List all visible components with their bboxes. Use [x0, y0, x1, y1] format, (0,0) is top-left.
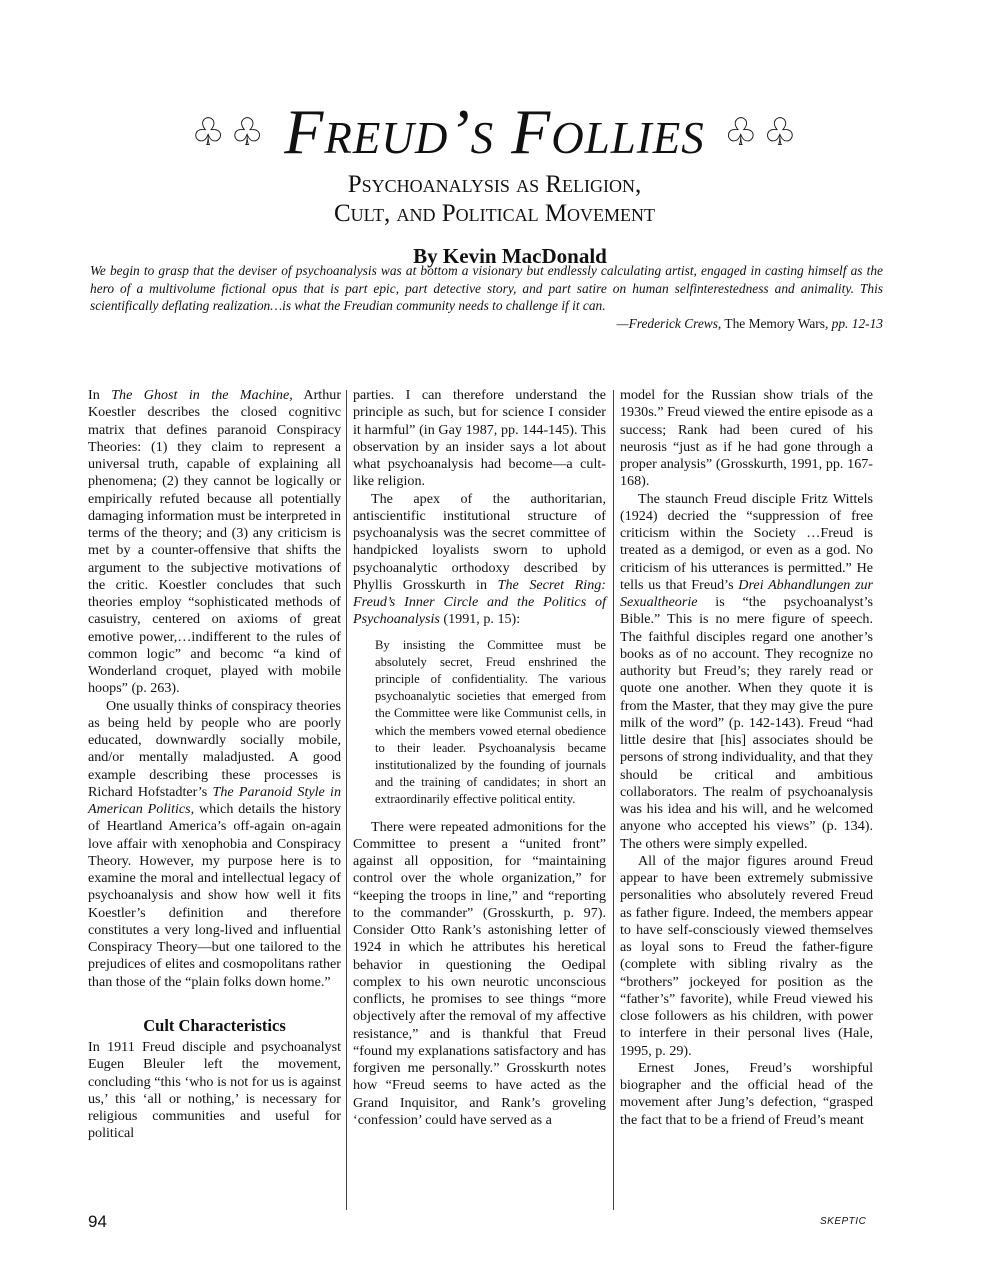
column-divider: [346, 390, 347, 1210]
clover-ornament-icon: ♧: [762, 112, 798, 154]
paragraph: [353, 819, 606, 1130]
clover-ornament-icon: ♧: [191, 112, 227, 154]
italic-title-text: The Paranoid Style in American Politics: [88, 783, 341, 817]
attribution-pages: , pp. 12-13: [824, 315, 883, 331]
paragraph: [353, 491, 606, 629]
body-text: Ernest Jones, Freud’s worshipful biographer and the official head of the movement after Jung’s defection, “grasped the fact that to be a friend of Freud’s meant: [620, 1059, 873, 1128]
article-subtitle: [0, 170, 989, 228]
column-divider: [613, 390, 614, 1210]
paragraph: [88, 387, 341, 698]
paragraph: [88, 1039, 341, 1143]
magazine-name: SKEPTIC: [820, 1216, 867, 1227]
body-text: Cult Characteristics: [143, 1015, 286, 1035]
epigraph: [90, 262, 883, 332]
body-text: The apex of the authoritarian, antiscientific institutional structure of psychoanalysis was the secret committee of handpicked loyalists sworn to uphold psychoanalytic orthodoxy described by Phyllis Grosskurth in: [353, 490, 606, 593]
paragraph: [620, 1060, 873, 1129]
body-text: , Arthur Koestler describes the closed cognitivc matrix that defines paranoid Conspiracy Theories: (1) they claim to represent a universal truth, capable of explaining all phenomena; (2) they cannot be logically or empirically refuted because all potentially damaging information must be interpreted in terms of the theory; and (3) any criticism is met by a counter-offensive that shifts the argument to the subjective motivations of the critic. Koestler concludes that such theories employ “sophisticated methods of casuistry, centered on axioms of great emotive power,…indifferent to the rules of common logic” and becomc “a kind of Wonderland croquet, played with mobile hoops” (p. 263).: [88, 387, 342, 697]
page-number: 94: [88, 1212, 107, 1231]
title-text: Freud’s Follies: [284, 96, 705, 167]
body-text: There were repeated admonitions for the Committee to present a “united front” against all opposition, for “maintaining control over the whole organization,” for “keeping the troops in line,” and “reporting to the commander” (Grosskurth, p. 97). Consider Otto Rank’s astonishing letter of 1924 in which he attributes his heretical behavior in questioning the Oedipal complex to his own neurotic unconscious conflicts, he promises to see things “more objectively after the removal of my affective resistance,” and is thankful that Freud “found my explanations satisfactory and has forgiven me personally.” Grosskurth notes how “Freud seems to have acted as the Grand Inquisitor, and Rank’s groveling ‘confession’ could have served as a: [353, 818, 606, 1128]
paragraph: [88, 698, 341, 991]
text-column-3: [620, 387, 873, 1129]
body-text: In: [88, 387, 112, 403]
body-text: , which details the history of Heartland America’s off-again on-again love affair with xenophobia and Conspiracy Theory. However, my purpose here is to examine the moral and intellectual legacy of psychoanalysis and show how well it fits Koestler’s definition and therefore constitutes a very long-lived and influential Conspiracy Theory—but one tailored to the prejudices of elites and cosmopolitans rather than those of the “plain folks down home.”: [88, 801, 341, 990]
epigraph-text: We begin to grasp that the deviser of psychoanalysis was at bottom a visionary but endlessly calculating artist, engaged in casting himself as the hero of a multivolume fictional opus that is part epic, part detective story, and part satire on human selfinterestedness and animality. This scientifically deflating realization…is what the Freudian community needs to challenge if it can.: [90, 263, 883, 313]
subtitle-line: Cult, and Political Movement: [333, 200, 656, 227]
body-text: parties. I can therefore understand the principle as such, but for science I consider it harmful” (in Gay 1987, pp. 144-145). This observation by an insider says a lot about what psychoanalysis had become—a cult-like religion.: [353, 387, 606, 490]
attribution-work: The Memory Wars: [721, 315, 825, 331]
epigraph-attribution: [90, 315, 883, 333]
body-text: By insisting the Committee must be absolutely secret, Freud enshrined the principle of confidentiality. The various psychoanalytic societies that emerged from the Committee were like Communist cells, in which the members vowed eternal obedience to their leader. Psychoanalysis became institutionalized by the founding of journals and the training of candidates; in short an extraordinarily effective political entity.: [375, 637, 606, 807]
clover-ornament-icon: ♧: [230, 112, 266, 154]
body-text: is “the psychoanalyst’s Bible.” This is no mere figure of speech. The faithful disciples regard one another’s books as of no account. They recognize no authority but Freud’s; they rarely read or quote one another. When they quote it is from the Master, that they may give the pure milk of the word” (p. 142-143). Freud “had little desire that [his] associates should be persons of strong individuality, and that they should be critical and ambitious collaborators. The realm of psychoanalysis was his idea and his will, and he welcomed anyone who accepted his views” (p. 134). The others were simply expelled.: [620, 594, 873, 852]
section-heading: [88, 1017, 341, 1034]
paragraph: [620, 853, 873, 1060]
body-text: model for the Russian show trials of the 1930s.” Freud viewed the entire episode as a success; Rank had been cured of his neurosis “just as if he had gone through a proper analysis” (Grosskurth, 1991, pp. 167-168).: [620, 387, 873, 490]
subtitle-line: Psychoanalysis as Religion,: [347, 171, 642, 198]
body-text: The staunch Freud disciple Fritz Wittels (1924) decried the “suppression of free criticism within the Society …Freud is treated as a demigod, or even as a god. No criticism of his utterances is permitted.” He tells us that Freud’s: [620, 490, 873, 593]
italic-title-text: Drei Abhandlungen zur Sexualtheorie: [620, 576, 873, 610]
body-text: In 1911 Freud disciple and psychoanalyst Eugen Bleuler left the movement, concluding “this ‘who is not for us is against us,’ this ‘all or nothing,’ is necessary for religious communities and useful for political: [88, 1039, 341, 1142]
text-column-2: [353, 387, 606, 1129]
body-text: All of the major figures around Freud appear to have been extremely submissive personalities who absolutely revered Freud as father figure. Indeed, the members appear to have self-consciously viewed themselves as loyal sons to Freud the father-figure (complete with sibling rivalry as the “brothers” jockeyed for position as the “father’s” favorite), while Freud viewed his close followers as his children, with power to interfere in their personal lives (Hale, 1995, p. 29).: [620, 852, 873, 1059]
article-title: [0, 92, 989, 173]
byline: By Kevin MacDonald: [413, 244, 607, 268]
clover-ornament-icon: ♧: [723, 112, 759, 154]
italic-title-text: The Secret Ring: Freud’s Inner Circle and the Politics of Psychoanalysis: [353, 576, 606, 628]
paragraph: [353, 387, 606, 491]
block-quote: [375, 637, 606, 809]
attribution-author: —Frederick Crews,: [616, 315, 722, 331]
paragraph: [620, 387, 873, 491]
italic-title-text: The Ghost in the Machine: [111, 387, 290, 403]
body-text: One usually thinks of conspiracy theories as being held by people who are poorly educated, downwardly socially mobile, and/or mentally maladjusted. A good example describing these processes is Richard Hofstadter’s: [88, 697, 341, 800]
text-column-1: [88, 387, 341, 1143]
body-text: (1991, p. 15):: [439, 611, 521, 628]
paragraph: [620, 491, 873, 853]
